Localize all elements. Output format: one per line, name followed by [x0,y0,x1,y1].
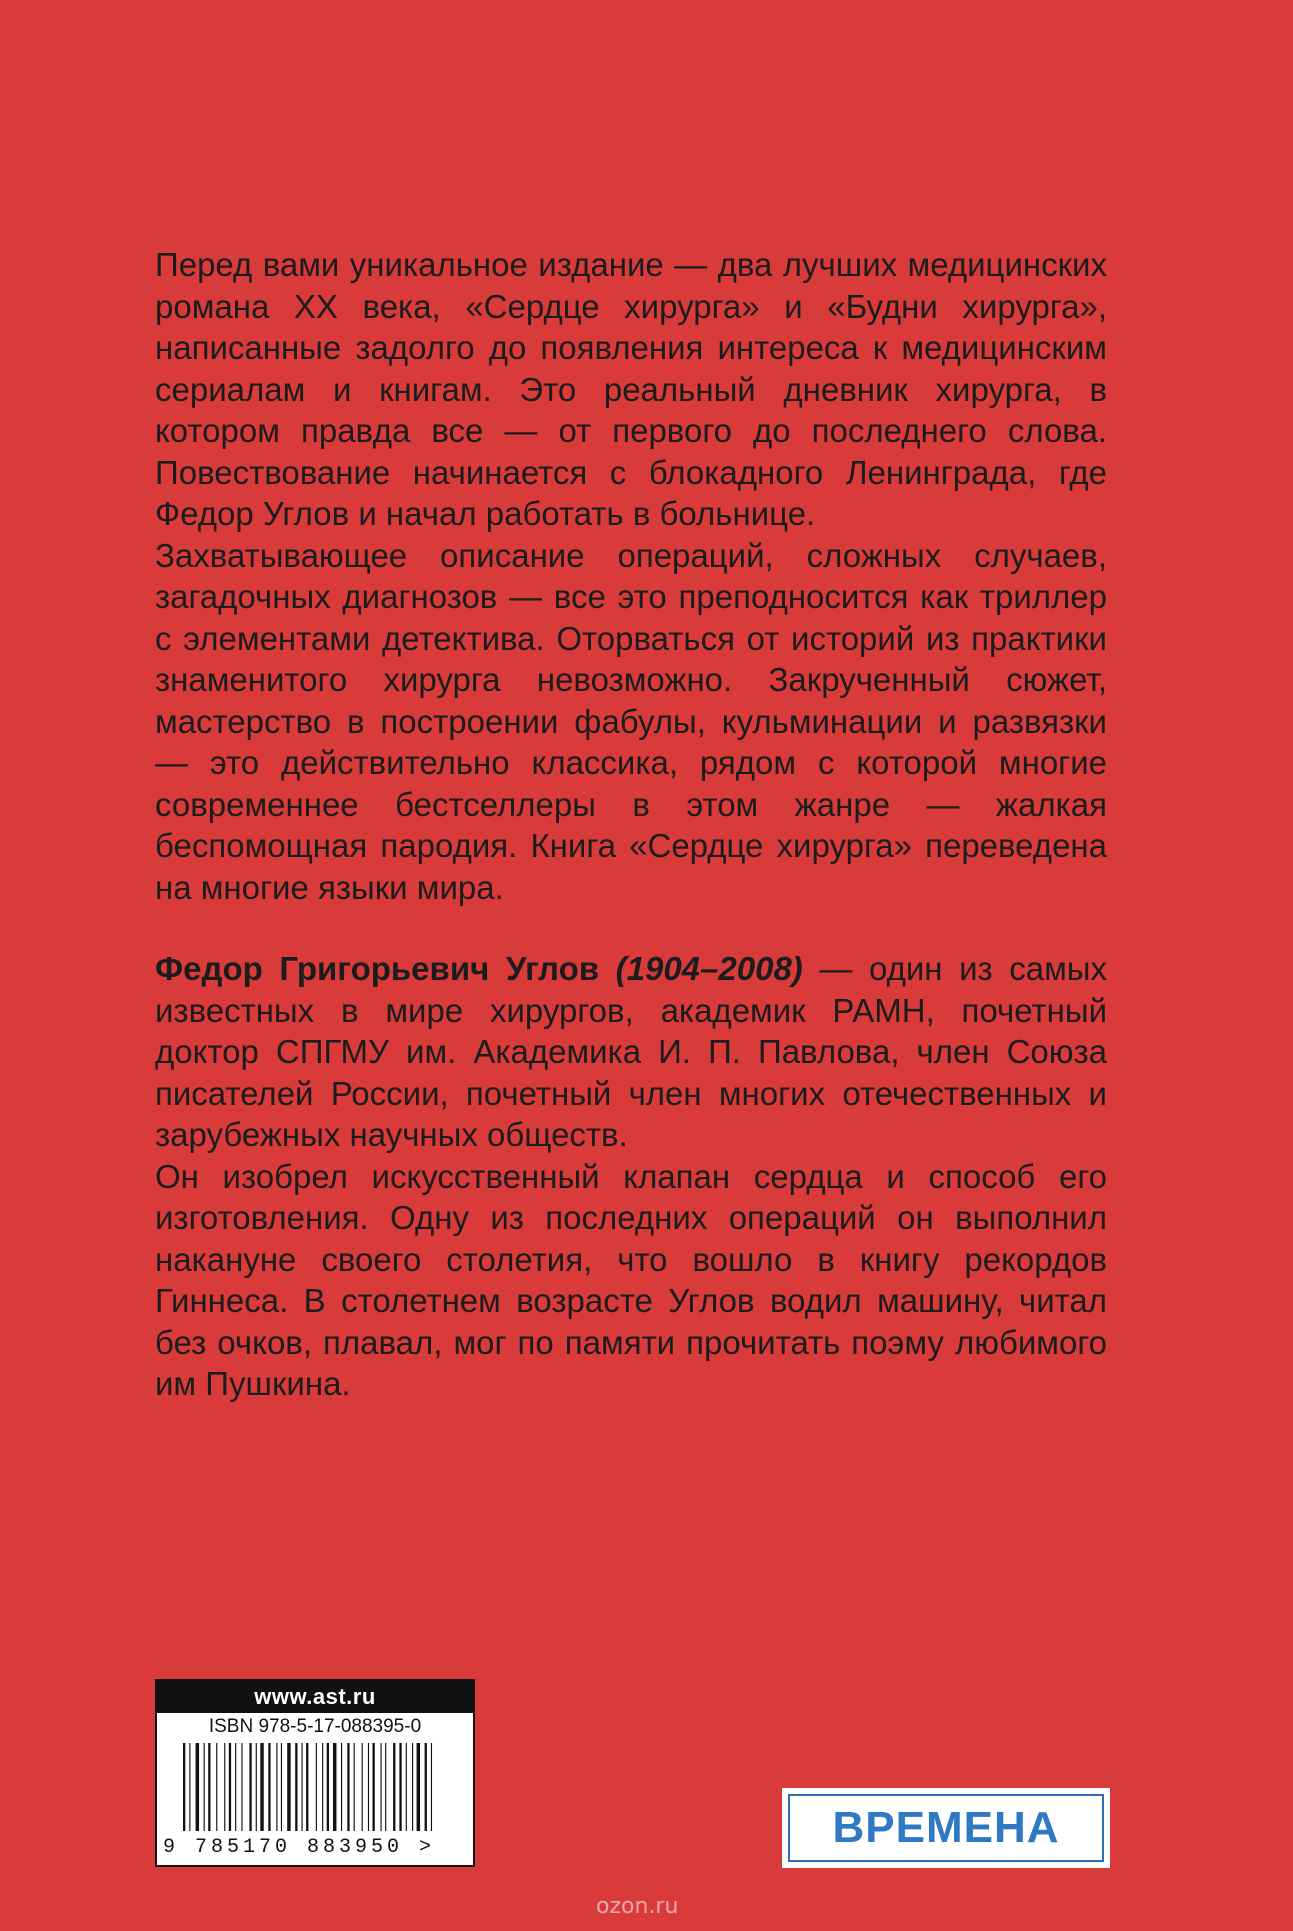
barcode-bar [368,1743,369,1831]
annotation-text [155,244,1107,908]
barcode-bar [399,1743,401,1831]
barcode-bar [216,1743,217,1831]
barcode-bar [425,1743,427,1831]
barcode-bar [431,1743,432,1831]
bio-paragraph-1-text: — один из самых известных в мире хирургов, академик РАМН, почетный доктор СПГМУ им. Академика И. П. Павлова, член Союза писателей России, почетный член многих отечественных и зарубежных научных обществ. [155,950,1107,1153]
barcode-bar [281,1743,282,1831]
barcode-bar [183,1743,185,1831]
barcode-bar [406,1743,407,1831]
barcode-bar [241,1743,242,1831]
ozon-watermark: ozon.ru [596,1894,679,1919]
barcode-bar [224,1743,225,1831]
barcode-bar [235,1743,236,1831]
author-years: (1904–2008) [615,950,803,987]
barcode-bar [354,1743,355,1831]
barcode-bar [287,1743,290,1831]
barcode-bar [189,1743,190,1831]
barcode-bar [381,1743,382,1831]
barcode-bar [417,1743,420,1831]
barcode-bar [276,1743,277,1831]
barcode-bar [385,1743,386,1831]
author-bio [155,948,1107,1405]
barcode-bar [302,1743,303,1831]
barcode-bar [322,1743,323,1831]
barcode-bar [347,1743,349,1831]
barcode-bar [268,1743,270,1831]
author-name: Федор Григорьевич Углов [155,950,600,987]
barcode-bar [306,1743,308,1831]
barcode-bar [229,1743,231,1831]
isbn-barcode-block [155,1679,475,1867]
barcode-bar [341,1743,342,1831]
barcode-bar [333,1743,336,1831]
barcode-bar [260,1743,263,1831]
barcode-bar [196,1743,199,1831]
publisher-website: www.ast.ru [157,1681,473,1713]
publisher-logo [782,1788,1110,1868]
barcode-bar [249,1743,251,1831]
annotation-paragraph-1: Перед вами уникальное издание — два лучших медицинских романа XX века, «Сердце хирурга» и «Будни хирурга», написанные задолго до появления интереса к медицинским сериалам и книгам. Это реальный дневник хирурга, в котором правда все — от первого до последнего слова. Повествование начинается с блокадного Ленинграда, где Федор Углов и начал работать в больнице. [155,246,1107,532]
barcode-bar [327,1743,329,1831]
publisher-logo-text: ВРЕМЕНА [832,1803,1060,1852]
barcode-bar [412,1743,413,1831]
bio-paragraph-2: Он изобрел искусственный клапан сердца и способ его изготовления. Одну из последних операций он выполнил накануне своего столетия, что вошло в книгу рекордов Гиннеса. В столетнем возрасте Углов водил машину, читал без очков, плавал, мог по памяти прочитать поэму любимого им Пушкина. [155,1157,1107,1402]
barcode-bar [204,1743,205,1831]
barcode-bar [256,1743,257,1831]
barcode-bar [208,1743,210,1831]
barcode-bar [393,1743,395,1831]
barcode-bar [316,1743,317,1831]
isbn-number: ISBN 978-5-17-088395-0 [208,1716,422,1737]
barcode-bar [362,1743,363,1831]
bio-paragraph-1 [155,948,1107,1156]
annotation-paragraph-2: Захватывающее описание операций, сложных случаев, загадочных диагнозов — все это преподносится как триллер с элементами детектива. Оторваться от историй из практики знаменитого хирурга невозможно. Закрученный сюжет, мастерство в построении фабулы, кульминации и развязки — это действительно классика, рядом с которой многие современнее бестселлеры в этом жанре — жалкая беспомощная пародия. Книга «Сердце хирурга» переведена на многие языки мира. [155,536,1107,906]
barcode-bar [373,1743,375,1831]
barcode-digits: 9 785170 883950 > [163,1836,436,1859]
barcode-icon [183,1743,449,1835]
barcode-bar [295,1743,297,1831]
